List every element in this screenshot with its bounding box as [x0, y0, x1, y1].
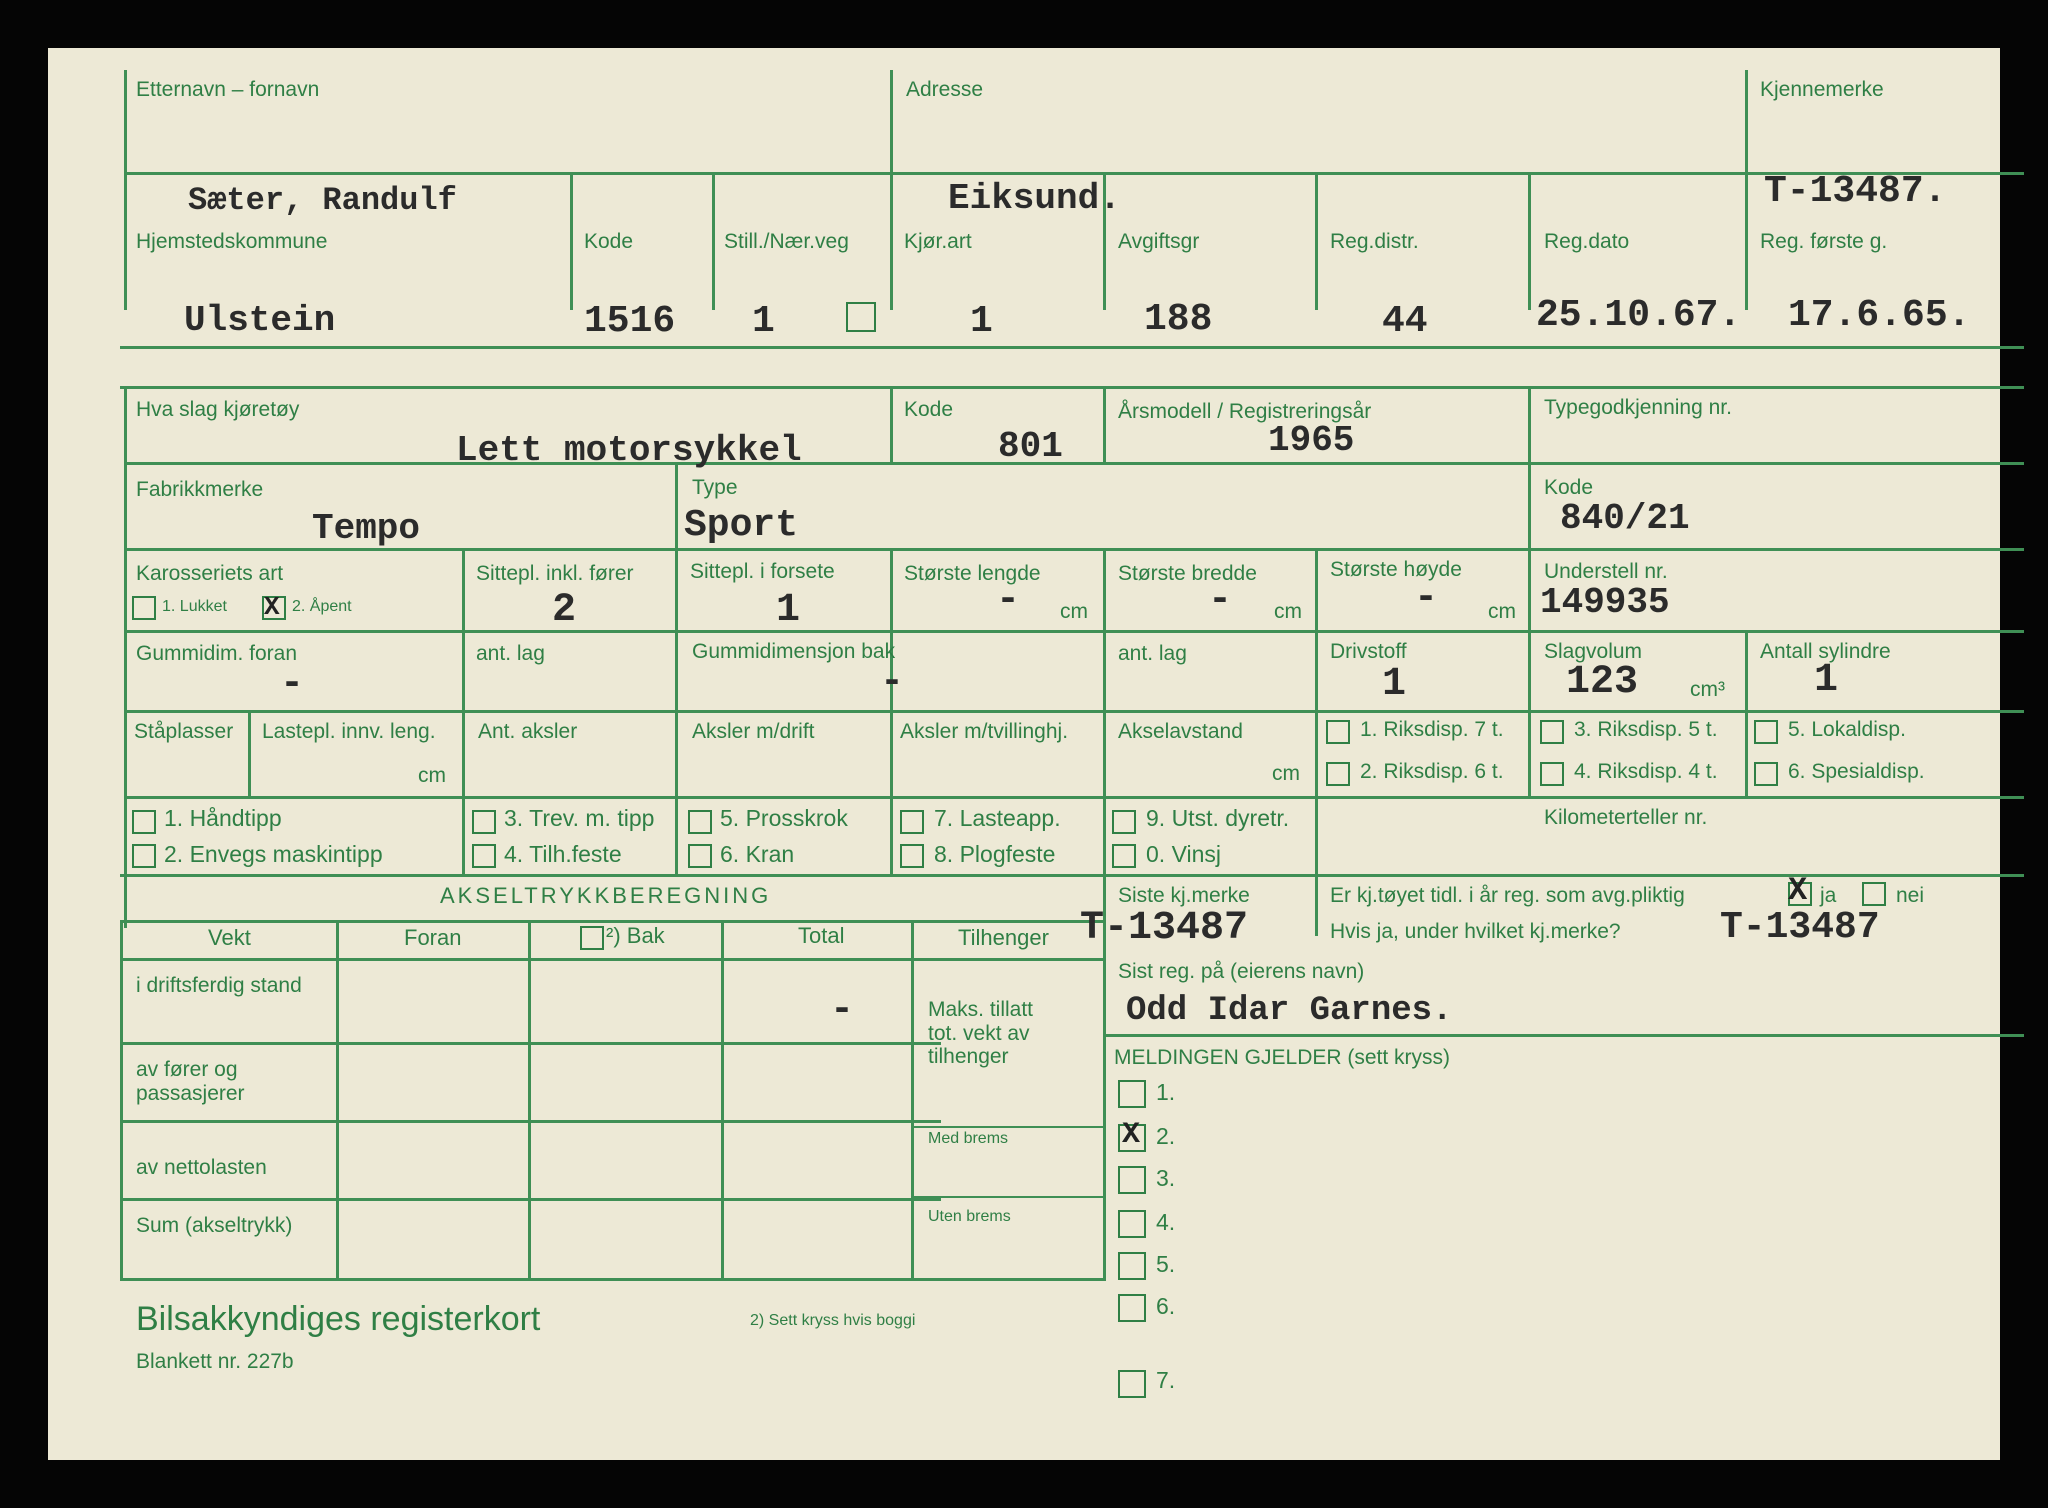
regdistr-label: Reg.distr. — [1330, 230, 1419, 253]
sittepl-label: Sittepl. inkl. fører — [476, 562, 634, 585]
regdistr-value: 44 — [1382, 300, 1428, 343]
sylindre-value: 1 — [1814, 658, 1839, 703]
kode-label: Kode — [584, 230, 634, 253]
antlag2-label: ant. lag — [1118, 642, 1187, 665]
riks3-checkbox[interactable] — [1540, 720, 1564, 744]
rule — [890, 548, 893, 874]
row2-label: av fører og passasjerer — [136, 1058, 245, 1105]
bredde-cm: cm — [1274, 600, 1302, 623]
riks2-label: 2. Riksdisp. 6 t. — [1360, 760, 1504, 783]
siste-label: Siste kj.merke — [1118, 884, 1250, 907]
opt4-label: 4. Tilh.feste — [504, 841, 622, 867]
nei-label: nei — [1896, 884, 1925, 907]
kilometer-label: Kilometerteller nr. — [1544, 806, 1708, 829]
rule — [124, 796, 2024, 799]
opt8-checkbox[interactable] — [900, 844, 924, 868]
gummibak-label: Gummidimensjon bak — [692, 640, 896, 663]
apent-label: 2. Åpent — [292, 598, 352, 615]
melding-1-label: 1. — [1156, 1079, 1176, 1105]
spesial-checkbox[interactable] — [1754, 762, 1778, 786]
maks-label: Maks. tillatt tot. vekt av tilhenger — [928, 998, 1034, 1069]
rule — [1745, 172, 1748, 310]
hvisja-label: Hvis ja, under hvilket kj.merke? — [1330, 920, 1621, 943]
rule — [1745, 630, 1748, 796]
melding-5-label: 5. — [1156, 1251, 1176, 1277]
opt4-checkbox[interactable] — [472, 844, 496, 868]
typegodkj-label: Typegodkjenning nr. — [1544, 396, 1732, 419]
kjennemerke-label: Kjennemerke — [1760, 78, 1884, 101]
rule — [1528, 172, 1531, 310]
adresse-value: Eiksund. — [948, 178, 1121, 219]
rule — [124, 70, 127, 310]
meldingen-label: MELDINGEN GJELDER (sett kryss) — [1114, 1046, 1451, 1069]
etternavn-value: Sæter, Randulf — [188, 182, 457, 219]
slagvolum-unit: cm³ — [1690, 678, 1725, 701]
riks1-label: 1. Riksdisp. 7 t. — [1360, 718, 1504, 741]
melding-2-label: 2. — [1156, 1123, 1176, 1149]
melding-6-label: 6. — [1156, 1293, 1176, 1319]
rule — [675, 548, 678, 874]
melding-3-label: 3. — [1156, 1165, 1176, 1191]
row1-label: i driftsferdig stand — [136, 974, 302, 997]
melding-4-checkbox[interactable] — [1118, 1210, 1146, 1238]
drivstoff-label: Drivstoff — [1330, 640, 1407, 663]
hoyde-label: Største høyde — [1330, 558, 1462, 581]
gummiforan-value: - — [280, 662, 305, 707]
vekt-header: Vekt — [208, 925, 251, 950]
akslertvill-label: Aksler m/tvillinghj. — [900, 720, 1069, 743]
rule — [890, 386, 893, 464]
sistreg-label: Sist reg. på (eierens navn) — [1118, 960, 1365, 983]
opt9-checkbox[interactable] — [1112, 810, 1136, 834]
type-value: Sport — [684, 504, 799, 547]
medbrems-label: Med brems — [928, 1130, 1009, 1147]
riks1-checkbox[interactable] — [1326, 720, 1350, 744]
melding-3-checkbox[interactable] — [1118, 1166, 1146, 1194]
lengde-value: - — [996, 578, 1021, 623]
lukket-checkbox[interactable] — [132, 596, 156, 620]
rule — [914, 1126, 1104, 1128]
kjorart-label: Kjør.art — [904, 230, 972, 253]
antlag-label: ant. lag — [476, 642, 545, 665]
bak-header: ²) Bak — [606, 923, 665, 948]
rule — [1745, 70, 1748, 174]
rule — [570, 172, 573, 310]
row1-total: - — [830, 988, 855, 1033]
rule — [120, 958, 1106, 961]
rule — [890, 172, 893, 310]
kjorart-value: 1 — [970, 300, 993, 343]
understell-value: 149935 — [1540, 582, 1670, 623]
rule — [721, 920, 724, 1280]
opt0-checkbox[interactable] — [1112, 844, 1136, 868]
opt0-label: 0. Vinsj — [1146, 841, 1222, 867]
rule — [124, 172, 2024, 175]
kjennemerke-value: T-13487. — [1764, 170, 1947, 213]
rule — [911, 920, 914, 1280]
avgiftsgr-label: Avgiftsgr — [1118, 230, 1200, 253]
type-label: Type — [692, 476, 738, 499]
opt1-checkbox[interactable] — [132, 810, 156, 834]
spesial-label: 6. Spesialdisp. — [1788, 760, 1925, 783]
sylindre-label: Antall sylindre — [1760, 640, 1891, 663]
rule — [1315, 874, 1318, 936]
rule — [248, 710, 251, 796]
akseltrykk-heading: AKSELTRYKKBEREGNING — [440, 883, 772, 908]
riks4-label: 4. Riksdisp. 4 t. — [1574, 760, 1718, 783]
rule — [528, 920, 531, 1280]
slagvolum-label: Slagvolum — [1544, 640, 1643, 663]
slagvolum-value: 123 — [1566, 660, 1639, 705]
lastepl-cm: cm — [418, 764, 446, 787]
bredde-value: - — [1208, 578, 1233, 623]
still-value: 1 — [752, 300, 775, 343]
avgiftsgr-value: 188 — [1144, 298, 1213, 341]
row3-label: av nettolasten — [136, 1156, 267, 1179]
staplasser-label: Ståplasser — [134, 720, 234, 743]
rule — [890, 70, 893, 174]
rule — [120, 1278, 1106, 1281]
row4-label: Sum (akseltrykk) — [136, 1214, 293, 1237]
hjemsted-label: Hjemstedskommune — [136, 230, 328, 253]
rule — [120, 874, 2024, 877]
melding-5-checkbox[interactable] — [1118, 1252, 1146, 1280]
kode2-label: Kode — [904, 398, 954, 421]
hvaslag-value: Lett motorsykkel — [456, 430, 802, 471]
rule — [124, 462, 2024, 465]
karosseri-label: Karosseriets art — [136, 562, 284, 585]
rule — [124, 630, 2024, 633]
opt5-label: 5. Prosskrok — [720, 805, 848, 831]
sitteforsete-label: Sittepl. i forsete — [690, 560, 835, 583]
antaksler-label: Ant. aksler — [478, 720, 578, 743]
melding-7-label: 7. — [1156, 1367, 1176, 1393]
melding-7-checkbox[interactable] — [1118, 1370, 1146, 1398]
opt5-checkbox[interactable] — [688, 810, 712, 834]
rule — [675, 462, 678, 550]
opt6-label: 6. Kran — [720, 841, 795, 867]
fabrikk-label: Fabrikkmerke — [136, 478, 264, 501]
kode3-value: 840/21 — [1560, 498, 1690, 539]
akselavstand-label: Akselavstand — [1118, 720, 1243, 743]
riks4-checkbox[interactable] — [1540, 762, 1564, 786]
rule — [1103, 1034, 2024, 1037]
rule — [120, 386, 2024, 389]
drivstoff-value: 1 — [1382, 662, 1407, 707]
gummiforan-label: Gummidim. foran — [136, 642, 298, 665]
registration-card — [48, 48, 2000, 1460]
melding-1-checkbox[interactable] — [1118, 1080, 1146, 1108]
sistreg-value: Odd Idar Garnes. — [1126, 992, 1453, 1030]
hjemsted-value: Ulstein — [184, 300, 336, 341]
lukket-label: 1. Lukket — [162, 598, 227, 615]
opt6-checkbox[interactable] — [688, 844, 712, 868]
nei-checkbox[interactable] — [1862, 882, 1886, 906]
hoyde-cm: cm — [1488, 600, 1516, 623]
akslerdrift-label: Aksler m/drift — [692, 720, 815, 743]
naerveg-checkbox[interactable] — [846, 302, 876, 332]
kode2-value: 801 — [998, 426, 1063, 467]
still-label: Still./Nær.veg — [724, 230, 849, 253]
total-header: Total — [798, 923, 845, 948]
rule — [1103, 920, 1106, 1280]
rule — [462, 548, 465, 874]
regdato-label: Reg.dato — [1544, 230, 1630, 253]
rule — [1103, 386, 1106, 464]
siste-value: T-13487 — [1080, 906, 1249, 951]
regforste-value: 17.6.65. — [1788, 294, 1971, 337]
rule — [120, 920, 123, 1280]
lengde-label: Største lengde — [904, 562, 1041, 585]
tidl-label: Er kj.tøyet tidl. i år reg. som avg.pliktig — [1330, 884, 1685, 907]
opt7-checkbox[interactable] — [900, 810, 924, 834]
rule — [1528, 548, 1531, 796]
riks3-label: 3. Riksdisp. 5 t. — [1574, 718, 1718, 741]
fabrikk-value: Tempo — [312, 508, 421, 549]
sitteforsete-value: 1 — [776, 588, 801, 633]
foran-header: Foran — [404, 925, 462, 950]
opt1-label: 1. Håndtipp — [164, 805, 282, 831]
bredde-label: Største bredde — [1118, 562, 1257, 585]
lokal-label: 5. Lokaldisp. — [1788, 718, 1906, 741]
lengde-cm: cm — [1060, 600, 1088, 623]
hvaslag-label: Hva slag kjøretøy — [136, 398, 300, 421]
rule — [712, 172, 715, 310]
rule — [124, 386, 127, 928]
apent-checkmark: X — [264, 592, 280, 622]
melding-6-checkbox[interactable] — [1118, 1294, 1146, 1322]
rule — [1528, 386, 1531, 550]
hvisja-value: T-13487 — [1720, 906, 1880, 949]
melding-4-label: 4. — [1156, 1209, 1176, 1235]
opt9-label: 9. Utst. dyretr. — [1146, 805, 1290, 831]
opt3-checkbox[interactable] — [472, 810, 496, 834]
utenbrems-label: Uten brems — [928, 1208, 1011, 1225]
rule — [1103, 548, 1106, 874]
regdato-value: 25.10.67. — [1536, 294, 1742, 337]
lastepl-label: Lastepl. innv. leng. — [262, 720, 436, 743]
boggi-checkbox[interactable] — [580, 926, 604, 950]
blankett-label: Blankett nr. 227b — [136, 1350, 294, 1373]
rule — [120, 346, 2024, 349]
gummibak-value: - — [880, 660, 905, 705]
arsmodell-label: Årsmodell / Registreringsår — [1118, 400, 1372, 423]
opt8-label: 8. Plogfeste — [934, 841, 1056, 867]
tilhenger-header: Tilhenger — [958, 925, 1049, 950]
kode-value: 1516 — [584, 300, 676, 343]
akselavstand-cm: cm — [1272, 762, 1300, 785]
arsmodell-value: 1965 — [1268, 420, 1355, 461]
ja-checkmark: X — [1788, 872, 1808, 909]
rule — [1315, 172, 1318, 310]
opt2-checkbox[interactable] — [132, 844, 156, 868]
adresse-label: Adresse — [906, 78, 984, 101]
rule — [124, 710, 2024, 713]
rule — [336, 920, 339, 1280]
understell-label: Understell nr. — [1544, 560, 1668, 583]
kode3-label: Kode — [1544, 476, 1594, 499]
card-title: Bilsakkyndiges registerkort — [136, 1300, 541, 1338]
ja-label: ja — [1820, 884, 1837, 907]
etternavn-label: Etternavn – fornavn — [136, 78, 320, 101]
opt7-label: 7. Lasteapp. — [934, 805, 1061, 831]
hoyde-value: - — [1414, 576, 1439, 621]
melding-2-checkmark: X — [1122, 1118, 1141, 1152]
rule — [914, 1196, 1104, 1198]
opt3-label: 3. Trev. m. tipp — [504, 805, 655, 831]
opt2-label: 2. Envegs maskintipp — [164, 841, 383, 867]
footnote: 2) Sett kryss hvis boggi — [750, 1312, 916, 1329]
sittepl-value: 2 — [552, 588, 577, 633]
regforste-label: Reg. første g. — [1760, 230, 1888, 253]
rule — [1315, 548, 1318, 874]
riks2-checkbox[interactable] — [1326, 762, 1350, 786]
lokal-checkbox[interactable] — [1754, 720, 1778, 744]
